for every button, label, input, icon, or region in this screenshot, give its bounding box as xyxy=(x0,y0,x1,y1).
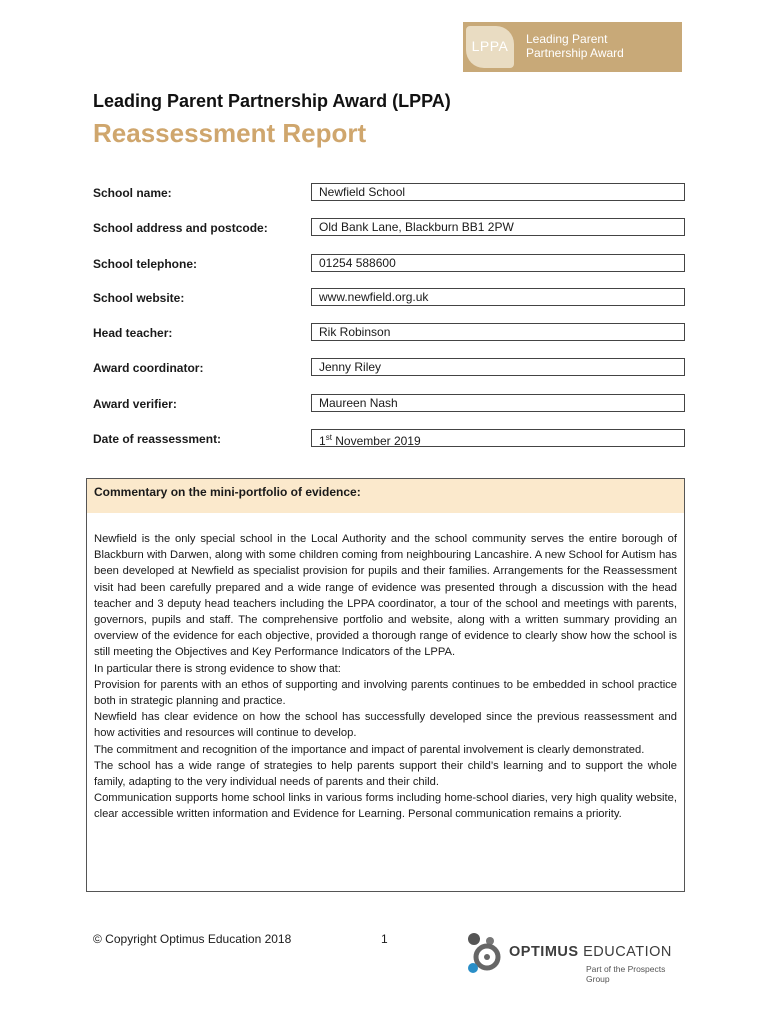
document-subtitle: Reassessment Report xyxy=(93,118,367,148)
school-address-label: School address and postcode: xyxy=(93,221,268,235)
date-day: 1 xyxy=(319,434,326,448)
page-number: 1 xyxy=(381,932,388,946)
school-telephone-field: 01254 588600 xyxy=(311,254,685,272)
school-website-label: School website: xyxy=(93,291,185,305)
optimus-logo xyxy=(465,930,685,984)
optimus-logo-bold: OPTIMUS xyxy=(509,944,579,960)
school-address-field: Old Bank Lane, Blackburn BB1 2PW xyxy=(311,218,685,236)
commentary-box xyxy=(86,478,685,892)
commentary-body xyxy=(87,513,684,823)
commentary-paragraph: The commitment and recognition of the importance and impact of parental involvement is clearly demonstrated. xyxy=(94,743,645,756)
date-rest: November 2019 xyxy=(331,434,421,448)
school-website-field: www.newfield.org.uk xyxy=(311,288,685,306)
commentary-paragraph: Provision for parents with an ethos of supporting and involving parents continues to be embedded in school practice both in strategic planning and practice. xyxy=(94,678,677,708)
school-name-field: Newfield School xyxy=(311,183,685,201)
commentary-paragraph: Newfield is the only special school in the Local Authority and the school community serves the entire borough of Blackburn with Darwen, along with some children coming from neighbouring Lancashire. A new School for Autism has been developed at Newfield as specialist provision for pupils and their families. Arrangements for the Reassessment visit had been carefully prepared and a wide range of evidence was presented through a discussion with the head teacher and 3 deputy head teachers including the LPPA coordinator, a tour of the school and meetings with parents, governors, pupils and staff. The comprehensive portfolio and website, along with a written summary providing an overview of the evidence for each objective, provided a thorough range of evidence to clearly show how the school is still meeting the Objectives and Key Performance Indicators of the LPPA. xyxy=(94,533,677,659)
optimus-logo-rest: EDUCATION xyxy=(578,944,672,960)
award-coordinator-label: Award coordinator: xyxy=(93,361,204,375)
commentary-paragraph: The school has a wide range of strategies to help parents support their child’s learning and to support the whole family, adapting to the very individual needs of parents and their child. xyxy=(94,759,677,789)
award-coordinator-field: Jenny Riley xyxy=(311,358,685,376)
award-verifier-label: Award verifier: xyxy=(93,397,177,411)
school-telephone-label: School telephone: xyxy=(93,257,198,271)
optimus-logo-text xyxy=(509,944,672,960)
footer-copyright: © Copyright Optimus Education 2018 xyxy=(93,932,292,946)
lppa-logo xyxy=(463,22,682,72)
lppa-logo-mark xyxy=(463,22,518,72)
lppa-logo-line2: Partnership Award xyxy=(526,46,624,60)
lppa-logo-mark-text: LPPA xyxy=(471,38,509,54)
lppa-logo-words xyxy=(518,22,624,72)
commentary-paragraph: Communication supports home school links in various forms including home-school diaries, very high quality website, clear accessible written information and Evidence for Learning. Personal communication remains a priority. xyxy=(94,792,677,821)
award-verifier-field: Maureen Nash xyxy=(311,394,685,412)
head-teacher-field: Rik Robinson xyxy=(311,323,685,341)
head-teacher-label: Head teacher: xyxy=(93,326,173,340)
date-of-reassessment-field xyxy=(311,429,685,447)
document-title: Leading Parent Partnership Award (LPPA) xyxy=(93,91,451,111)
commentary-paragraph: Newfield has clear evidence on how the school has successfully developed since the previous reassessment and how activities and resources will continue to develop. xyxy=(94,711,677,740)
commentary-heading: Commentary on the mini-portfolio of evidence: xyxy=(87,479,684,513)
date-of-reassessment-label: Date of reassessment: xyxy=(93,432,222,446)
lppa-logo-line1: Leading Parent xyxy=(526,32,608,46)
date-day-suffix: st xyxy=(325,433,332,442)
commentary-paragraph: In particular there is strong evidence to show that: xyxy=(94,662,341,675)
optimus-logo-sub: Part of the Prospects Group xyxy=(586,964,666,984)
school-name-label: School name: xyxy=(93,186,172,200)
optimus-logo-icon xyxy=(465,930,505,978)
